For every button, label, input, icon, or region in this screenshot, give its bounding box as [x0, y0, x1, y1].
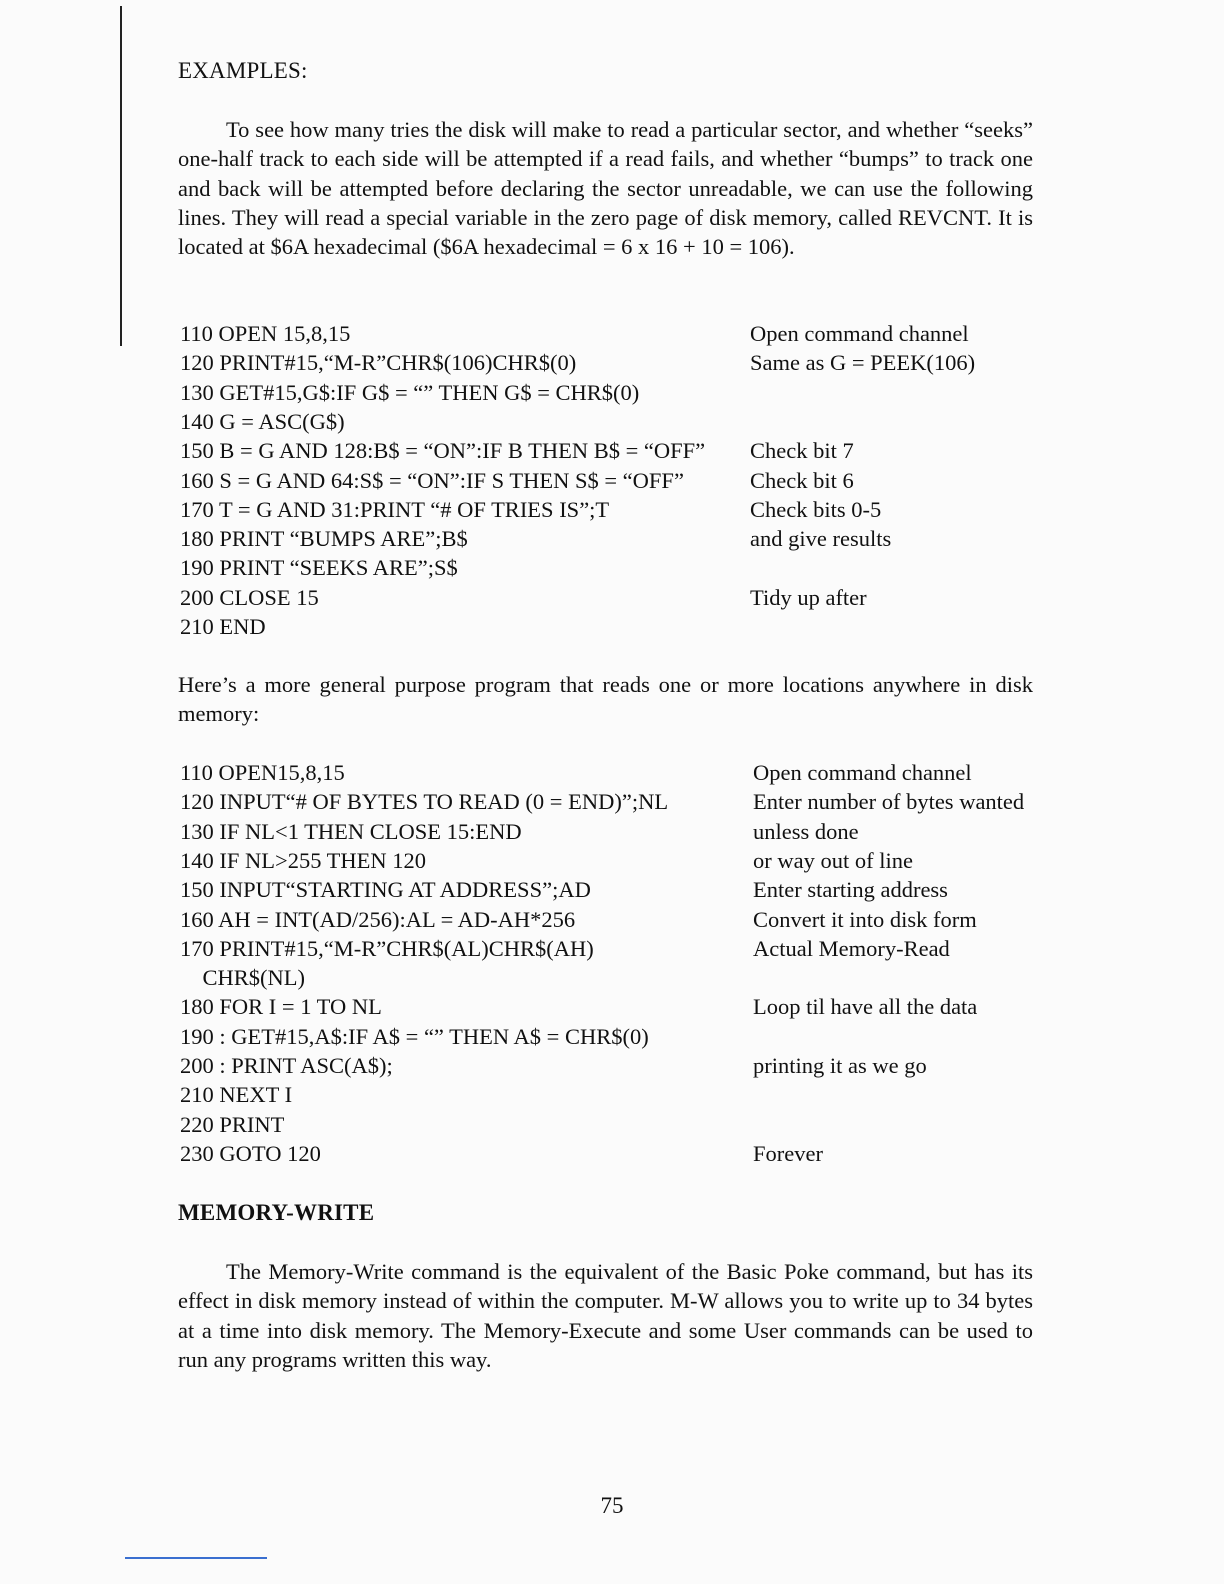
code-text: 210 END [180, 614, 266, 639]
code-comment: Actual Memory-Read [753, 935, 950, 961]
bottom-rule [125, 1557, 267, 1559]
code-comment: Forever [753, 1140, 823, 1166]
page-number: 75 [600, 1493, 624, 1518]
intro-paragraph-text: To see how many tries the disk will make to read a particular sector, and whether “seeks” one-half track to each side will be attempted if a read fails, and whether “bumps” to track one and back will be attempted before declaring the sector unreadable, we can use the following lines. They will read a special variable in the zero page of disk memory, called REVCNT. It is located at $6A hexadecimal ($6A hexadecimal = 6 x 16 + 10 = 106). [178, 117, 1033, 260]
code-comment: or way out of line [753, 847, 913, 873]
code-text: 220 PRINT [180, 1111, 285, 1137]
code-text: 200 CLOSE 15 [180, 584, 319, 610]
code-text: 120 INPUT“# OF BYTES TO READ (0 = END)”;NL [180, 789, 669, 815]
code-comment: printing it as we go [753, 1053, 927, 1078]
code-text: 160 S = G AND 64:S$ = “ON”:IF S THEN S$ = “OFF” [180, 467, 684, 493]
code-comment: Enter number of bytes wanted [753, 789, 1025, 815]
code-text: 180 FOR I = 1 TO NL [180, 994, 382, 1020]
code-text: 120 PRINT#15,“M-R”CHR$(106)CHR$(0) [180, 350, 577, 376]
code-text: 110 OPEN 15,8,15 [180, 321, 351, 346]
code-comment: Enter starting address [753, 877, 948, 903]
code-text: 150 INPUT“STARTING AT ADDRESS”;AD [180, 877, 591, 903]
code-text: 150 B = G AND 128:B$ = “ON”:IF B THEN B$ = “OFF” [180, 438, 706, 464]
memory-write-paragraph-text: The Memory-Write command is the equivalent of the Basic Poke command, but has its effect in disk memory instead of within the computer. M-W allows you to write up to 34 bytes at a time into disk memory. The Memory-Execute and some User commands can be used to run any programs written this way. [178, 1259, 1033, 1372]
code-text: 140 IF NL>255 THEN 120 [180, 847, 427, 873]
code-comment: Open command channel [753, 760, 972, 785]
code-comment: Check bit 6 [750, 467, 854, 493]
memory-write-heading: MEMORY-WRITE [178, 1200, 375, 1225]
code-comment: unless done [753, 818, 859, 844]
code-text: 130 IF NL<1 THEN CLOSE 15:END [180, 818, 522, 844]
intro-paragraph [178, 115, 1033, 261]
code-comment: and give results [750, 526, 892, 552]
code-text: 110 OPEN15,8,15 [180, 760, 345, 785]
code-text: 140 G = ASC(G$) [180, 408, 345, 434]
memory-write-paragraph [178, 1257, 1033, 1374]
middle-paragraph: Here’s a more general purpose program that reads one or more locations anywhere in disk memory: [178, 672, 1033, 727]
code-text: 160 AH = INT(AD/256):AL = AD-AH*256 [180, 906, 576, 932]
code-text: 230 GOTO 120 [180, 1140, 321, 1166]
code-comment: Convert it into disk form [753, 906, 977, 932]
code-comment: Open command channel [750, 321, 969, 346]
code-comment: Same as G = PEEK(106) [750, 350, 976, 376]
code-text: 210 NEXT I [180, 1082, 293, 1108]
examples-heading: EXAMPLES: [178, 58, 308, 83]
code-text: CHR$(NL) [180, 965, 305, 991]
code-comment: Loop til have all the data [753, 994, 978, 1020]
code-comment: Check bit 7 [750, 438, 854, 464]
code-text: 190 : GET#15,A$:IF A$ = “” THEN A$ = CHR$(0) [180, 1023, 649, 1049]
code-text: 180 PRINT “BUMPS ARE”;B$ [180, 526, 468, 552]
binding-edge-mark [120, 6, 122, 346]
code-text: 170 PRINT#15,“M-R”CHR$(AL)CHR$(AH) [180, 935, 594, 961]
code-text: 130 GET#15,G$:IF G$ = “” THEN G$ = CHR$(0) [180, 379, 640, 405]
code-text: 190 PRINT “SEEKS ARE”;S$ [180, 555, 458, 581]
code-comment: Tidy up after [750, 584, 867, 610]
code-text: 200 : PRINT ASC(A$); [180, 1053, 393, 1078]
code-text: 170 T = G AND 31:PRINT “# OF TRIES IS”;T [180, 496, 610, 522]
code-comment: Check bits 0-5 [750, 496, 882, 522]
